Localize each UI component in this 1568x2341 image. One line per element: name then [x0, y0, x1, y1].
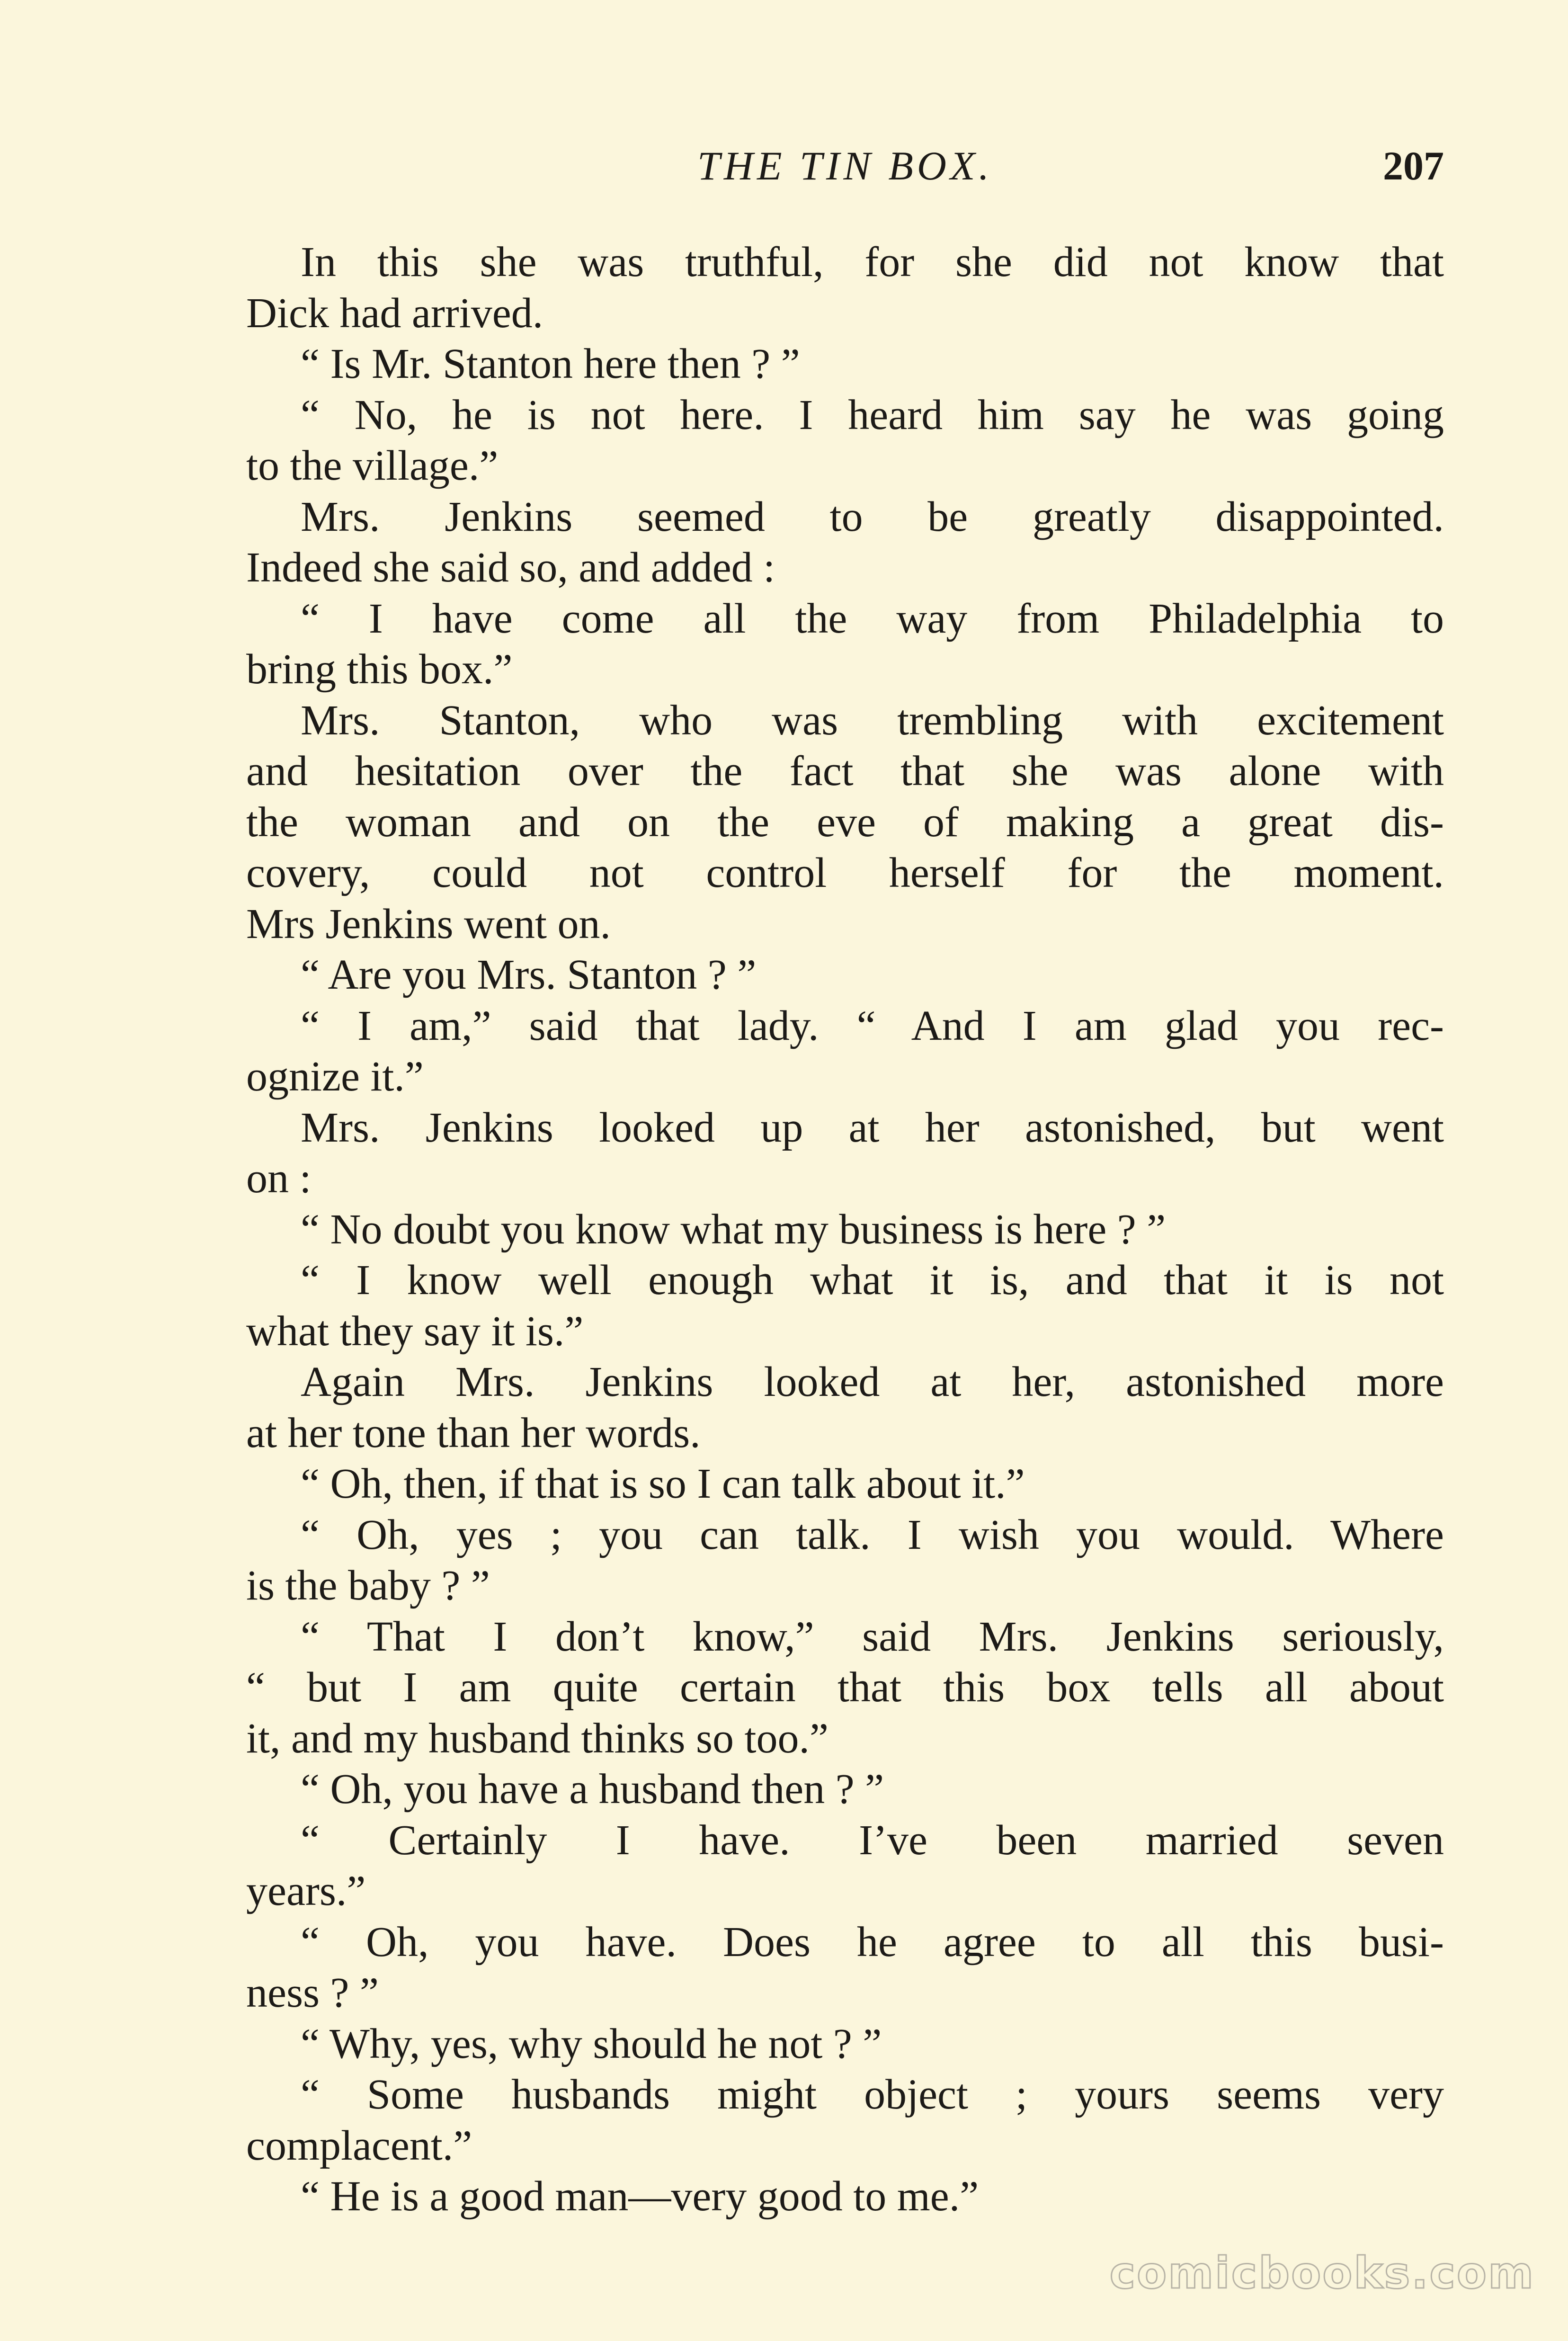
- text-line: Dick had arrived.: [246, 289, 543, 337]
- running-header: [246, 130, 1444, 201]
- text-line: covery, could not control herself for the moment.: [246, 849, 1444, 896]
- text-line: “ Certainly I have. I’ve been married seven: [301, 1816, 1444, 1864]
- text-line: and hesitation over the fact that she was alone with: [246, 748, 1444, 795]
- text-line: “ but I am quite certain that this box tells all about: [246, 1664, 1444, 1711]
- text-line: Mrs. Jenkins seemed to be greatly disappointed.: [301, 493, 1444, 540]
- text-line: Mrs Jenkins went on.: [246, 900, 611, 947]
- watermark: comicbooks.com: [1109, 2248, 1535, 2298]
- text-line: “ Oh, you have. Does he agree to all this busi-: [301, 1918, 1444, 1966]
- text-line: on :: [246, 1155, 312, 1202]
- text-line: what they say it is.”: [246, 1307, 584, 1355]
- text-line: Again Mrs. Jenkins looked at her, astonished more: [301, 1358, 1444, 1405]
- text-line: ness ? ”: [246, 1969, 379, 2016]
- text-line: “ Are you Mrs. Stanton ? ”: [301, 951, 757, 998]
- text-line: Indeed she said so, and added :: [246, 544, 775, 591]
- text-line: In this she was truthful, for she did not know that: [301, 239, 1444, 286]
- text-line: bring this box.”: [246, 646, 513, 693]
- text-line: “ I have come all the way from Philadelphia to: [301, 595, 1444, 642]
- text-line: at her tone than her words.: [246, 1409, 701, 1456]
- text-line: “ That I don’t know,” said Mrs. Jenkins seriously,: [301, 1613, 1444, 1660]
- text-line: ognize it.”: [246, 1053, 424, 1100]
- text-line: “ Oh, yes ; you can talk. I wish you would. Where: [301, 1511, 1444, 1558]
- page-number: 207: [1383, 143, 1444, 188]
- text-line: “ Is Mr. Stanton here then ? ”: [301, 340, 800, 387]
- text-line: “ I am,” said that lady. “ And I am glad you rec-: [301, 1002, 1444, 1049]
- body-text: [246, 237, 1444, 2222]
- text-line: complacent.”: [246, 2122, 472, 2169]
- text-line: “ Some husbands might object ; yours seems very: [301, 2071, 1444, 2118]
- text-line: “ I know well enough what it is, and that it is not: [301, 1257, 1444, 1304]
- text-line: “ No, he is not here. I heard him say he was going: [301, 391, 1444, 438]
- text-line: “ Oh, you have a husband then ? ”: [301, 1766, 884, 1813]
- text-line: to the village.”: [246, 442, 499, 489]
- text-line: “ Why, yes, why should he not ? ”: [301, 2020, 882, 2067]
- text-line: it, and my husband thinks so too.”: [246, 1715, 829, 1762]
- text-line: Mrs. Jenkins looked up at her astonished, but went: [301, 1104, 1444, 1151]
- text-line: is the baby ? ”: [246, 1562, 490, 1609]
- text-line: “ No doubt you know what my business is here ? ”: [301, 1206, 1166, 1253]
- text-line: years.”: [246, 1867, 366, 1914]
- text-line: “ He is a good man—very good to me.”: [301, 2173, 979, 2220]
- text-line: the woman and on the eve of making a great dis-: [246, 798, 1444, 846]
- running-title: THE TIN BOX.: [697, 143, 993, 188]
- text-line: Mrs. Stanton, who was trembling with excitement: [301, 697, 1444, 744]
- text-line: “ Oh, then, if that is so I can talk about it.”: [301, 1460, 1025, 1507]
